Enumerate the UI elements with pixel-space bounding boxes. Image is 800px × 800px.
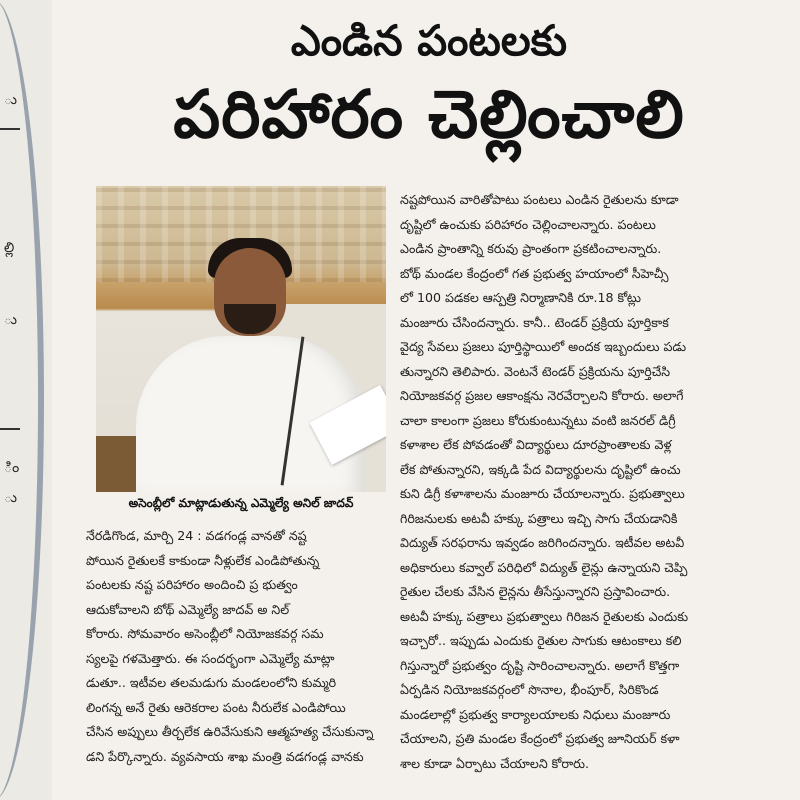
adjacent-fragment: ు [4,92,17,108]
body-line: డని పేర్కొన్నారు. వ్యవసాయ శాఖ మంత్రి వడగండ్ల వానకు [86,748,364,764]
body-line: అధికారులు కవ్వాల్ పరిధిలో విద్యుత్ లైన్లు ఉన్నాయని చెప్పి [400,559,688,575]
body-line: గిరిజనులకు అటవీ హక్కు పత్రాలు ఇచ్చి సాగు చేయడానికి [400,510,678,526]
body-line: పోయిన రైతులకే కాకుండా నీళ్లులేక ఎండిపోతున్న [86,552,320,568]
body-line: కోరారు. సోమవారం అసెంబ్లీలో నియోజకవర్గ సమ [86,626,324,641]
body-line: అటవీ హక్కు పత్రాలు ప్రభుత్వాలు గిరిజన రైతులకు ఎందుకు [400,608,689,624]
body-line: లేక పోతున్నారని, ఇక్కడి పేద విద్యార్థులను దృష్టిలో ఉంచు [400,461,681,477]
body-line: నేరడిగొండ, మార్చి 24 : వడగండ్ల వానతో నష్ట [86,528,307,543]
body-line: మండలాల్లో ప్రభుత్వ కార్యాలయాలకు నిధులు మంజూరు [400,706,671,722]
body-line: ఇచ్చారో.. ఇప్పుడు ఎందుకు రైతుల సాగుకు ఆటంకాలు కలి [400,633,682,648]
article-column-left [86,524,390,769]
body-line: లింగన్న అనే రైతు ఆరెకరాల పంట నీరులేక ఎండిపోయి [86,699,346,715]
body-line: చేయాలని, ప్రతి మండల కేంద్రంలో ప్రభుత్వ జూనియర్ కళా [400,731,680,746]
body-line: నియోజకవర్గ ప్రజల ఆకాంక్షను నెరవేర్చాలని కోరారు. అలాగే [400,388,684,403]
body-line: తున్నారని తెలిపారు. వెంటనే టెండర్ ప్రక్రియను పూర్తిచేసి [400,363,671,379]
body-line: విద్యుత్ సరఫరాను ఇవ్వడం జరిగిందన్నారు. ఇటీవల అటవీ [400,535,685,550]
body-line: నష్టపోయిన వారితోపాటు పంటలు ఎండిన రైతులను కూడా [400,192,679,207]
body-line: కళాశాల లేక పోవడంతో విద్యార్థులు దూరప్రాంతాలకు వెళ్ల [400,437,672,452]
body-line: లో 100 పడకల ఆస్పత్రి నిర్మాణానికి రూ.18 కోట్లు [400,290,641,305]
adjacent-fragment: ు [4,312,17,328]
body-line: రైతుల చేలకు వేసిన లైన్లను తీసేస్తున్నారని ప్రస్తావించారు. [400,584,671,599]
body-line: చాలా కాలంగా ప్రజలు కోరుకుంటున్నటు వంటి జనరల్ డిగ్రీ [400,412,676,428]
body-line: మంజూరు చేసిందన్నారు. కానీ.. టెండర్ ప్రక్రియ పూర్తికాక [400,314,669,330]
adjacent-fragment: ు [4,490,17,506]
body-line: దృష్టిలో ఉంచుకు పరిహారం చెల్లించాలన్నారు. పంటలు [400,216,656,232]
headline-line-1: ఎండిన పంటలకు [290,16,568,65]
body-line: వైద్య సేవలు ప్రజలు పూర్తిస్థాయిలో అందక ఇబ్బందులు పడు [400,339,687,354]
adjacent-fragment: ిం [4,460,20,476]
body-line: చేసిన అప్పులు తీర్చలేక ఉరివేసుకుని ఆత్మహత్య చేసుకున్నా [86,724,374,739]
divider [0,128,20,130]
body-line: బోథ్ మండల కేంద్రంలో గత ప్రభుత్వ హయాంలో సీహెచ్సీ [400,265,669,281]
body-line: పంటలకు నష్ట పరిహారం అందించి ప్ర భుత్వం [86,577,298,592]
body-line: శాల కూడా ఏర్పాటు చేయాలని కోరారు. [400,755,590,771]
adjacent-fragment: ల్లి [4,240,15,256]
body-line: ఏర్పడిన నియోజకవర్గంలో సొనాల, భీంపూర్, సిరికొండ [400,682,659,697]
body-line: ఆదుకోవాలని బోథ్ ఎమ్మెల్యే జాదవ్ అ నిల్ [86,601,290,617]
photo-caption: అసెంబ్లీలో మాట్లాడుతున్న ఎమ్మెల్యే అనిల్ జాదవ్ [128,496,354,510]
article-photo [96,186,386,492]
page-curl-edge [0,0,44,800]
body-line: కుని డిగ్రీ కళాశాలను మంజూరు చేయాలన్నారు. ప్రభుత్వాలు [400,486,685,501]
body-line: డుతూ.. ఇటీవల తలమడుగు మండలంలోని కుమ్మరి [86,675,337,690]
article-column-right [400,188,786,776]
adjacent-article-margin [0,0,52,800]
body-line: స్యలపై గళమెత్తారు. ఈ సందర్భంగా ఎమ్మెల్యే మాట్లా [86,650,335,666]
body-line: గిస్తున్నారో ప్రభుత్వం దృష్టి సారించాలన్నారు. అలాగే కొత్తగా [400,657,680,673]
divider [0,428,20,430]
body-line: ఎండిన ప్రాంతాన్ని కరువు ప్రాంతంగా ప్రకటించాలన్నారు. [400,241,662,256]
headline-line-2: పరిహారం చెల్లించాలి [173,76,685,153]
